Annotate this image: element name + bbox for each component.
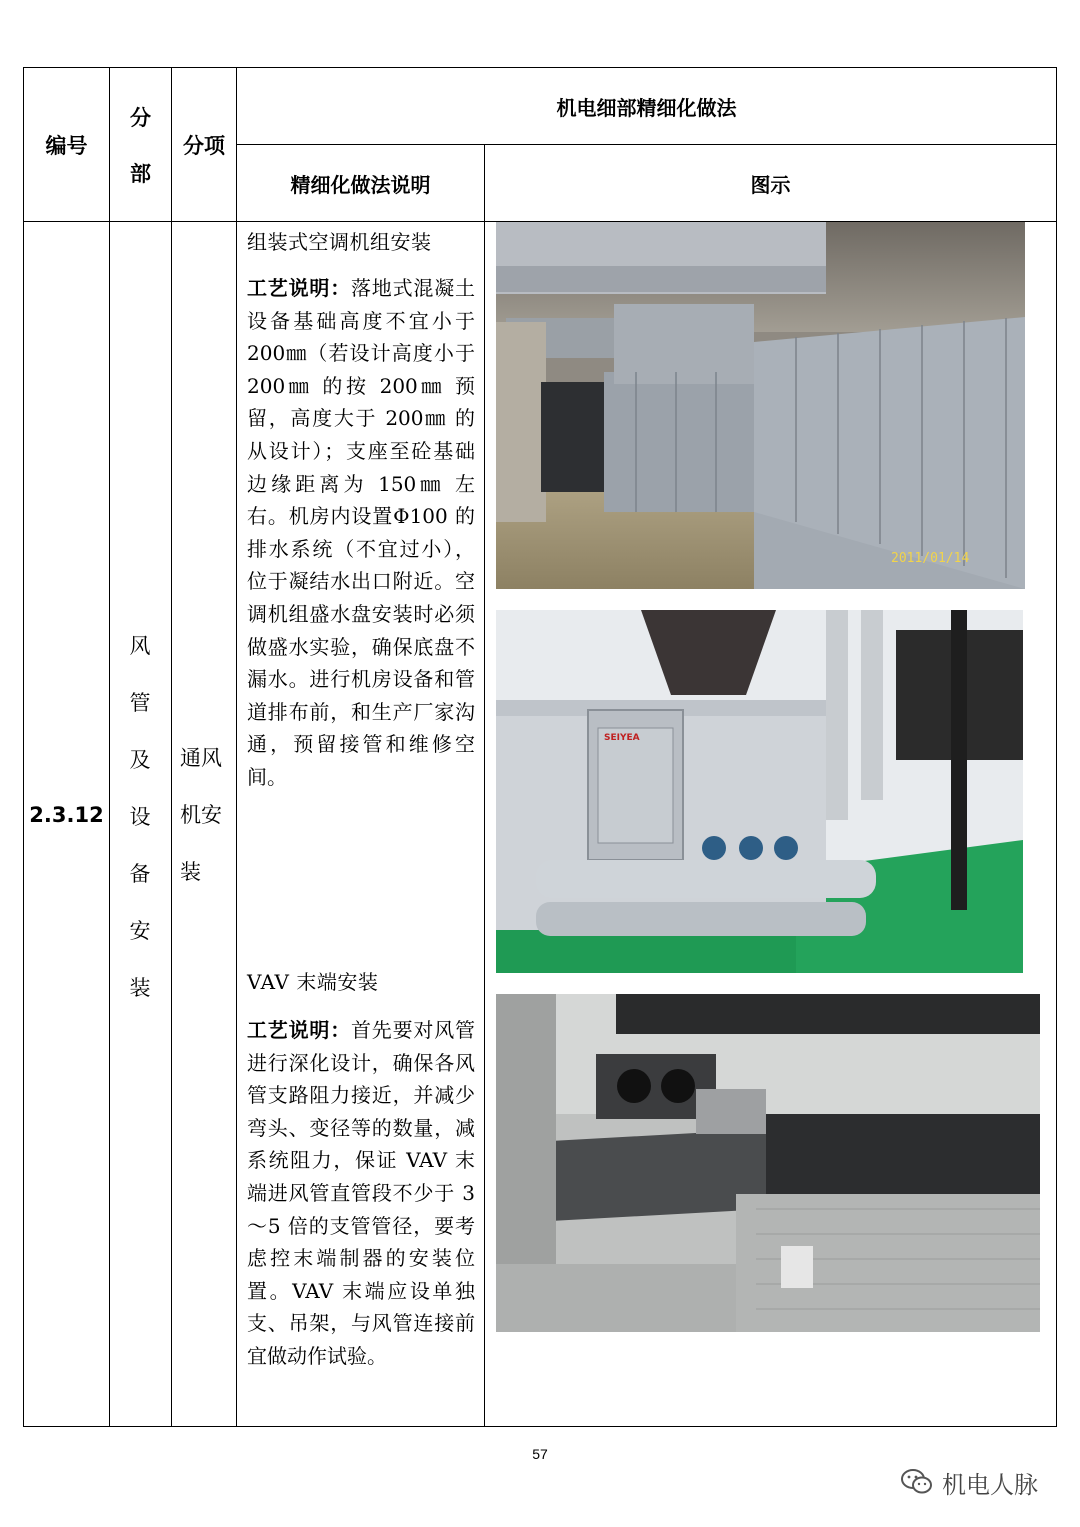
division-char: 装 xyxy=(129,976,151,1000)
ahu-unit-photo xyxy=(496,610,1023,973)
ahu-room-photo xyxy=(496,222,1025,589)
photo-date-stamp: 2011/01/14 xyxy=(891,551,970,566)
wechat-icon xyxy=(900,1468,934,1496)
header-division xyxy=(110,68,171,221)
division-char: 及 xyxy=(129,748,151,772)
header-figure: 图示 xyxy=(750,172,791,197)
section-desc-vav xyxy=(247,1014,475,1373)
division-char: 风 xyxy=(129,634,151,658)
item-line: 装 xyxy=(180,860,201,884)
section-desc-ahu xyxy=(247,272,475,794)
section-title-ahu: 组装式空调机组安装 xyxy=(247,230,432,254)
division-char: 管 xyxy=(129,691,151,715)
header-desc: 精细化做法说明 xyxy=(290,172,431,197)
process-label: 工艺说明： xyxy=(247,1018,351,1042)
row-id: 2.3.12 xyxy=(29,803,104,827)
process-text: 落地式混凝土设备基础高度不宜小于200㎜（若设计高度小于 200㎜ 的按 200㎜ 预留，高度大于 200㎜ 的从设计）；支座至砼基础边缘距离为 150㎜ 左右。机房内设置Φ100 的排水系统（不宜过小），位于凝结水出口附近。空调机组盛水盘安装时必须做盛水实验，确保底盘不漏水。进行机房设备和管道排布前，和生产厂家沟通，预留接管和维修空间。 xyxy=(247,276,475,789)
page-number: 57 xyxy=(532,1446,548,1462)
watermark xyxy=(900,1462,1060,1502)
division-char: 安 xyxy=(129,919,151,943)
section-title-vav: VAV 末端安装 xyxy=(247,970,379,994)
brand-label: SEIYEA xyxy=(604,733,640,743)
row-item xyxy=(180,730,236,901)
process-label: 工艺说明： xyxy=(247,276,351,300)
item-line: 机安 xyxy=(180,803,222,827)
division-char: 设 xyxy=(129,805,151,829)
row-division xyxy=(110,618,170,1017)
header-division-char-2: 部 xyxy=(130,161,151,186)
vav-terminal-photo xyxy=(496,994,1040,1332)
header-id: 编号 xyxy=(45,133,88,158)
header-division-char-1: 分 xyxy=(130,105,151,130)
division-char: 备 xyxy=(129,862,151,886)
header-item: 分项 xyxy=(183,133,225,158)
item-line: 通风 xyxy=(180,746,222,770)
process-text: 首先要对风管进行深化设计，确保各风管支路阻力接近，并减少弯头、变径等的数量，减系统阻力，保证 VAV 末端进风管直管段不少于 3～5 倍的支管管径，要考虑控末端制器的安装位置。VAV 末端应设单独支、吊架，与风管连接前宜做动作试验。 xyxy=(247,1018,475,1368)
header-group-title: 机电细部精细化做法 xyxy=(556,95,737,120)
watermark-text: 机电人脉 xyxy=(942,1470,1038,1499)
